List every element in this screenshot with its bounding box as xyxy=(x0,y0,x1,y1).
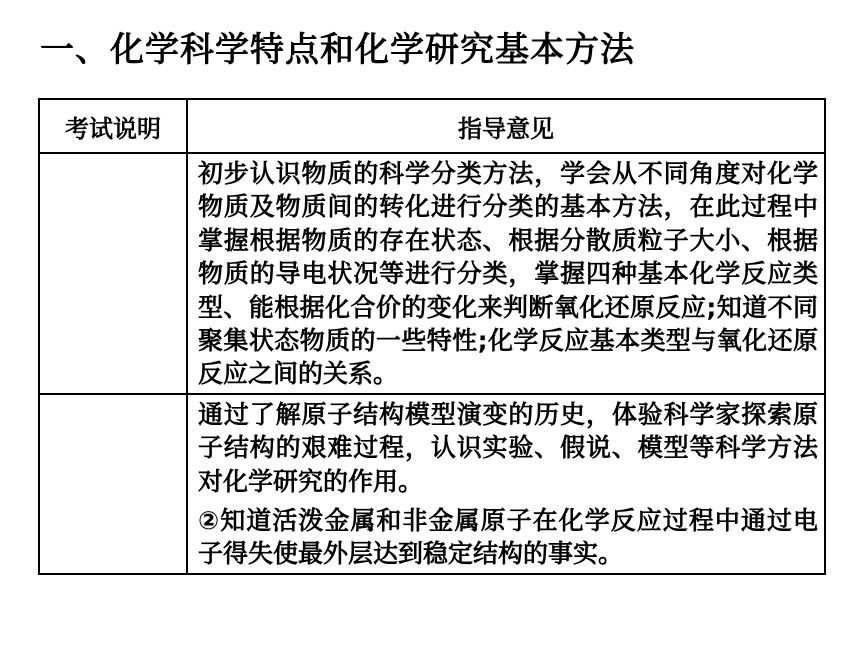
page-title: 一、化学科学特点和化学研究基本方法 xyxy=(40,30,635,70)
column-header-exam-description: 考试说明 xyxy=(39,99,187,153)
table-header-row xyxy=(39,99,825,153)
guidance-table xyxy=(38,98,826,575)
exam-description-cell xyxy=(39,153,187,394)
guidance-cell xyxy=(187,394,825,574)
guidance-cell xyxy=(187,153,825,394)
guidance-paragraph: 初步认识物质的科学分类方法，学会从不同角度对化学物质及物质间的转化进行分类的基本方法，在此过程中掌握根据物质的存在状态、根据分散质粒子大小、根据物质的导电状况等进行分类，掌握四种基本化学反应类型、能根据化合价的变化来判断氧化还原反应;知道不同聚集状态物质的一些特性;化学反应基本类型与氧化还原反应之间的关系。 xyxy=(198,159,818,389)
guidance-paragraph: ②知道活泼金属和非金属原子在化学反应过程中通过电子得失使最外层达到稳定结构的事实。 xyxy=(198,506,818,569)
column-header-guidance: 指导意见 xyxy=(187,99,825,153)
exam-description-cell xyxy=(39,394,187,574)
guidance-paragraph: 通过了解原子结构模型演变的历史，体验科学家探索原子结构的艰难过程，认识实验、假说、模型等科学方法对化学研究的作用。 xyxy=(198,399,818,496)
table-row xyxy=(39,394,825,574)
table-row xyxy=(39,153,825,394)
